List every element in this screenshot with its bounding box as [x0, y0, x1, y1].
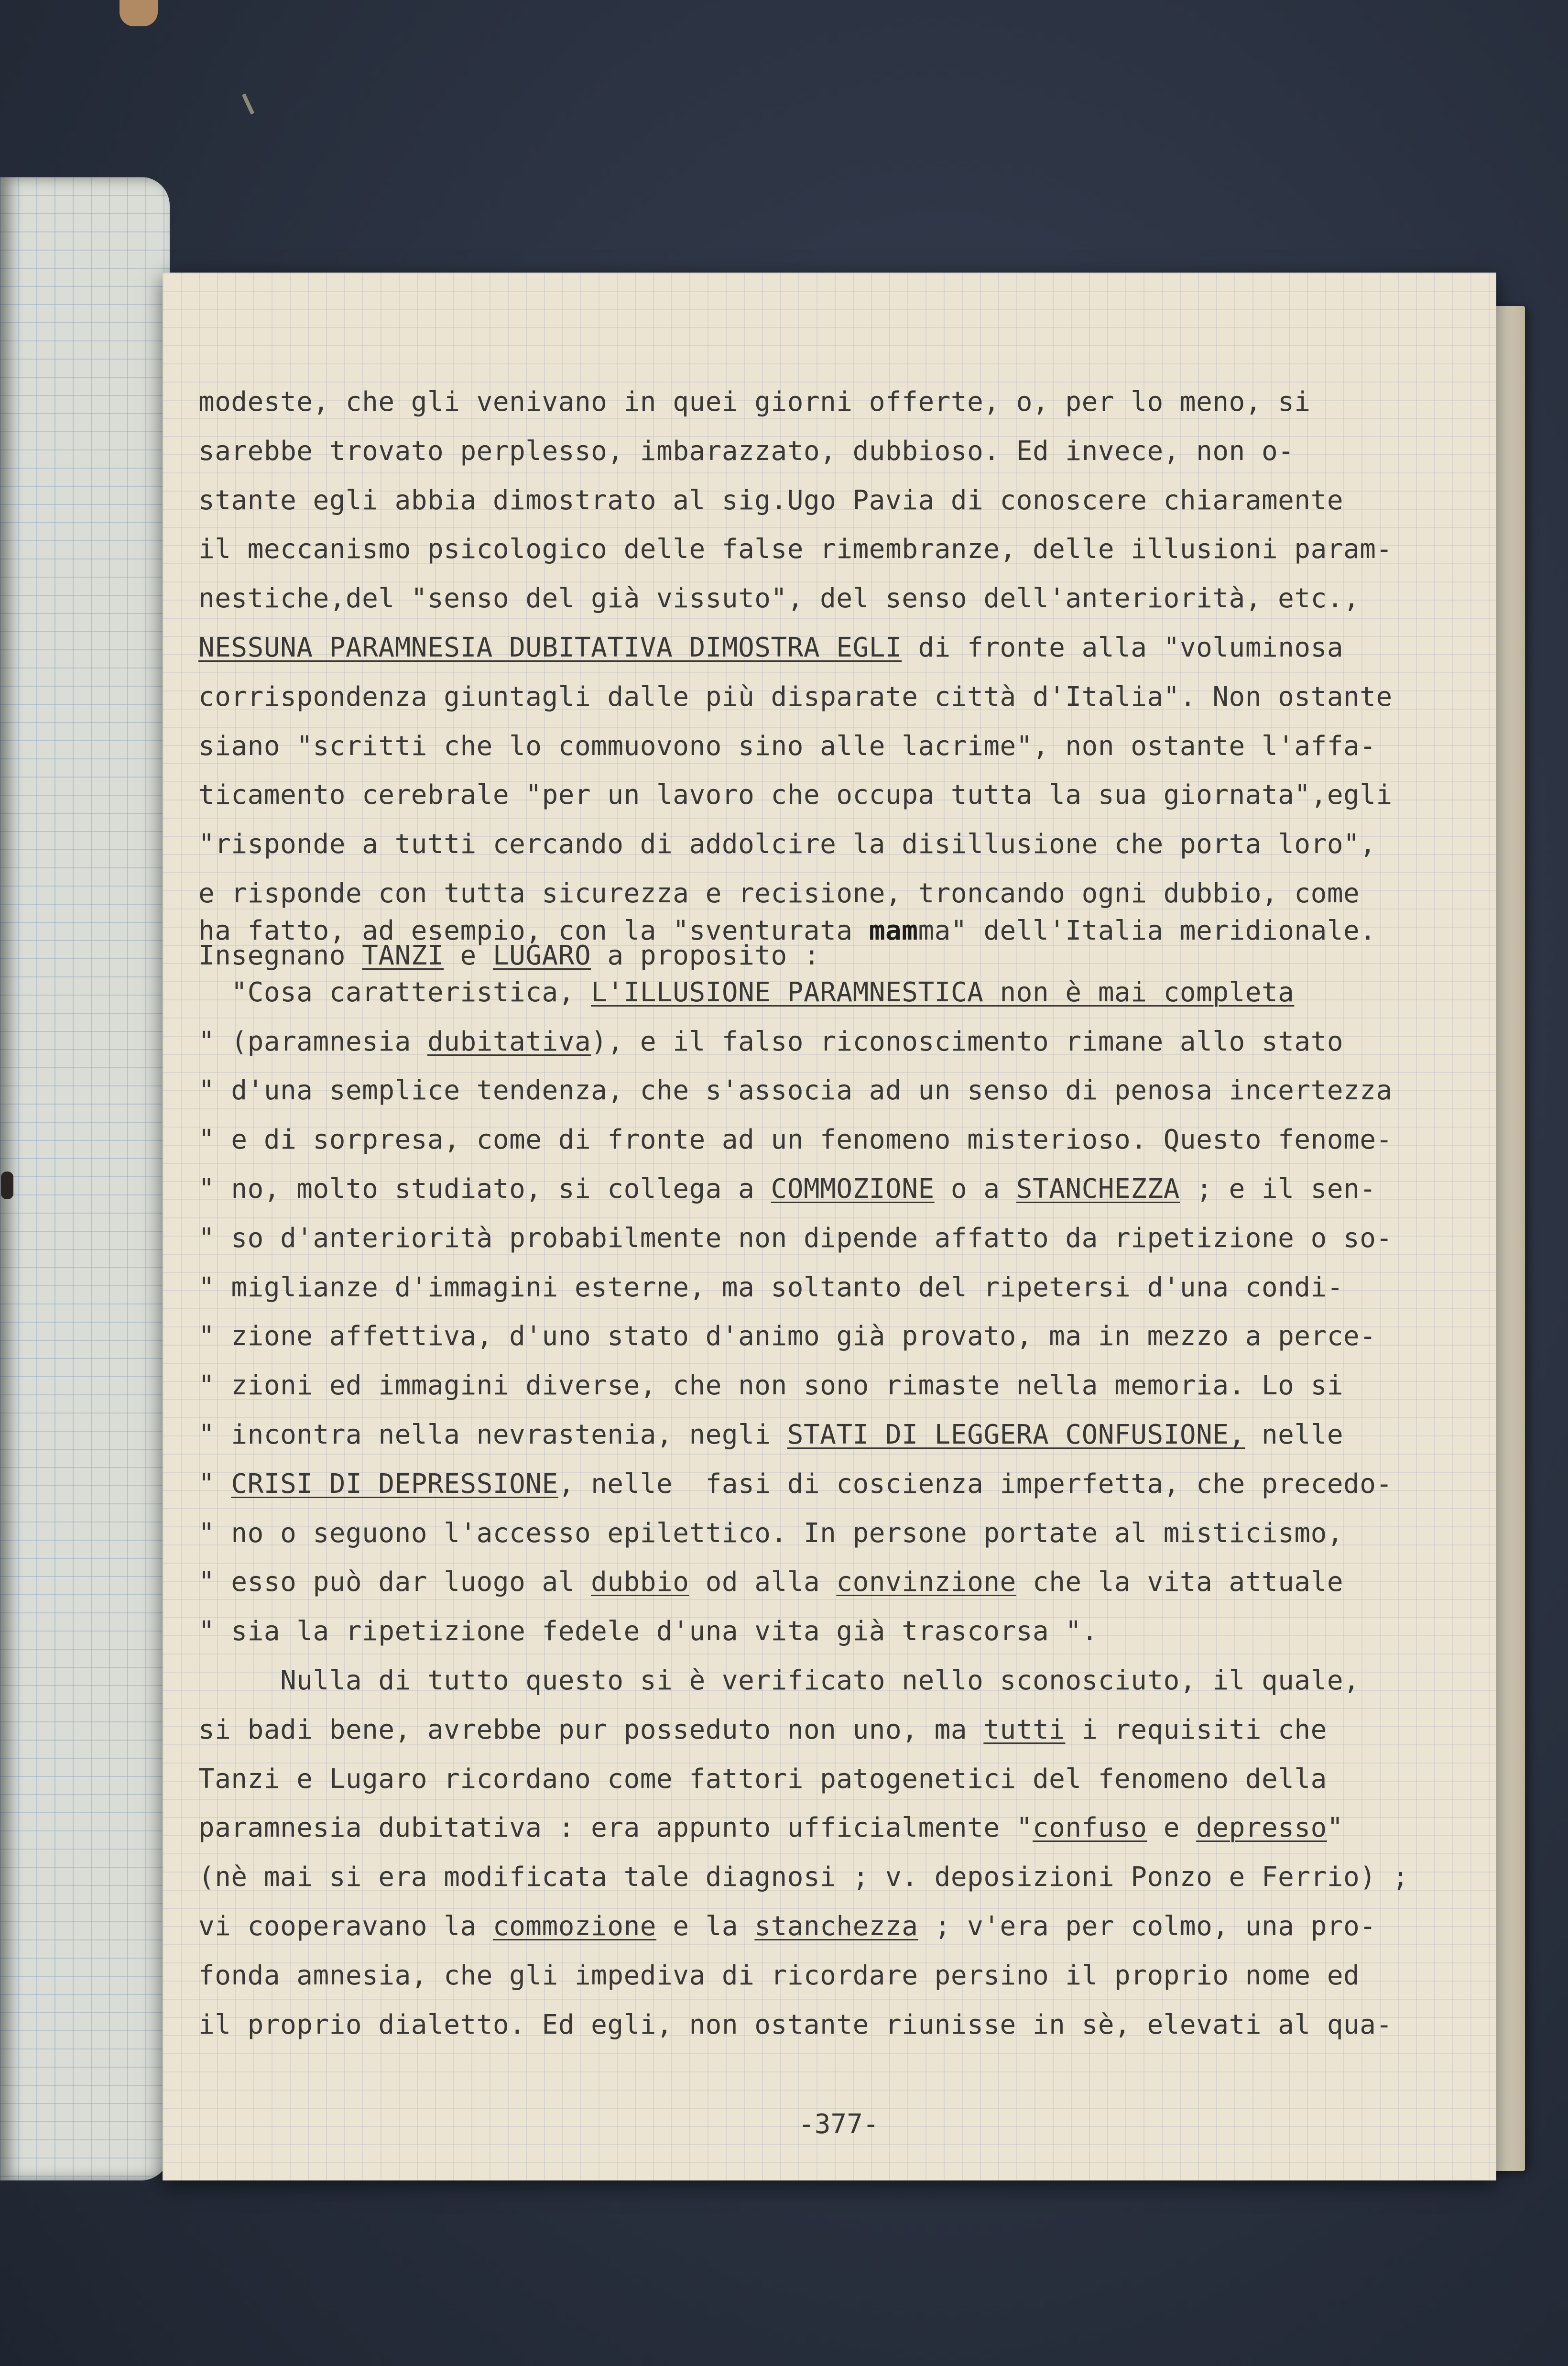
text-segment: il proprio dialetto. Ed egli, non ostante riunisse in sè, elevati al qua- — [198, 2009, 1393, 2040]
text-segment: "risponde a tutti cercando di addolcire la disillusione che porta loro", — [198, 829, 1376, 860]
underlined-text: LUGARO — [492, 940, 591, 971]
text-segment: " so d'anteriorità probabilmente non dipende affatto da ripetizione o so- — [198, 1222, 1393, 1254]
text-segment: " — [198, 1468, 231, 1500]
tape-strip — [120, 0, 158, 26]
underlined-text: confuso — [1032, 1812, 1147, 1844]
text-segment: sarebbe trovato perplesso, imbarazzato, dubbioso. Ed invece, non o- — [198, 435, 1295, 467]
text-line — [198, 2001, 1489, 2050]
text-segment: corrispondenza giuntagli dalle più disparate città d'Italia". Non ostante — [198, 681, 1393, 712]
overstruck-text: mam — [869, 915, 918, 946]
text-segment: ha fatto, ad esempio, con la "sventurata — [198, 915, 869, 946]
text-segment: , nelle fasi di coscienza imperfetta, che precedo- — [558, 1468, 1393, 1500]
underlined-text: convinzione — [836, 1566, 1016, 1598]
text-segment: si badi bene, avrebbe pur posseduto non uno, ma — [198, 1714, 984, 1745]
text-line — [198, 1509, 1489, 1558]
text-line — [198, 940, 1489, 971]
text-segment: Nulla di tutto questo si è verificato nello sconosciuto, il quale, — [198, 1665, 1360, 1696]
text-line — [198, 820, 1489, 869]
text-segment: siano "scritti che lo commuovono sino alle lacrime", non ostante l'affa- — [198, 730, 1376, 762]
text-segment: ma" dell'Italia meridionale. — [918, 915, 1376, 946]
underlined-text: COMMOZIONE — [771, 1173, 935, 1205]
text-segment: a proposito : — [591, 940, 820, 971]
text-segment: ; v'era per colmo, una pro- — [918, 1910, 1376, 1942]
text-segment: o a — [934, 1173, 1016, 1205]
text-segment: fonda amnesia, che gli impediva di ricordare persino il proprio nome ed — [198, 1960, 1360, 1991]
text-segment: od alla — [689, 1566, 837, 1598]
typed-page — [163, 273, 1496, 2180]
text-line — [198, 1018, 1489, 1067]
text-line — [198, 1361, 1489, 1411]
text-line — [198, 624, 1489, 673]
text-segment: ticamento cerebrale "per un lavoro che occupa tutta la sua giornata",egli — [198, 779, 1393, 811]
text-segment: e — [1147, 1812, 1197, 1844]
underlined-text: NESSUNA PARAMNESIA DUBITATIVA DIMOSTRA EGLI — [198, 632, 902, 663]
text-segment: modeste, che gli venivano in quei giorni offerte, o, per lo meno, si — [198, 386, 1311, 417]
text-segment: " zioni ed immagini diverse, che non sono rimaste nella memoria. Lo si — [198, 1370, 1344, 1402]
binding-hole — [1, 1172, 13, 1199]
text-segment: ; e il sen- — [1179, 1173, 1376, 1205]
underlined-text: STANCHEZZA — [1016, 1173, 1180, 1205]
text-segment: Tanzi e Lugaro ricordano come fattori patogenetici del fenomeno della — [198, 1763, 1327, 1795]
text-segment: " (paramnesia — [198, 1026, 428, 1057]
text-line — [198, 771, 1489, 820]
underlined-text: stanchezza — [754, 1910, 918, 1942]
text-segment: e — [444, 940, 493, 971]
text-segment: i requisiti che — [1065, 1714, 1327, 1745]
text-line — [198, 1951, 1489, 2001]
text-line — [198, 1902, 1489, 1951]
text-segment: il meccanismo psicologico delle false rimembranze, delle illusioni param- — [198, 534, 1393, 565]
text-line — [198, 1411, 1489, 1460]
text-segment: " — [1327, 1812, 1344, 1844]
underlined-text: tutti — [983, 1714, 1066, 1745]
text-segment: " sia la ripetizione fedele d'una vita già trascorsa ". — [198, 1616, 1098, 1647]
text-segment: nelle — [1245, 1419, 1344, 1450]
text-segment: paramnesia dubitativa : era appunto ufficialmente " — [198, 1812, 1033, 1844]
text-line — [198, 574, 1489, 624]
underlined-text: TANZI — [362, 940, 444, 971]
text-line — [198, 1214, 1489, 1263]
text-segment: " esso può dar luogo al — [198, 1566, 591, 1598]
text-line — [198, 1607, 1489, 1656]
text-line — [198, 1165, 1489, 1214]
text-segment: " zione affettiva, d'uno stato d'animo già provato, ma in mezzo a perce- — [198, 1321, 1376, 1352]
text-line — [198, 378, 1489, 427]
text-segment: " no, molto studiato, si collega a — [198, 1173, 771, 1205]
text-line — [198, 673, 1489, 722]
text-line — [198, 968, 1489, 1018]
text-segment: stante egli abbia dimostrato al sig.Ugo Pavia di conoscere chiaramente — [198, 484, 1344, 516]
page-number: -377- — [798, 2109, 879, 2140]
text-segment: " no o seguono l'accesso epilettico. In persone portate al misticismo, — [198, 1517, 1344, 1549]
underlined-text: dubbio — [591, 1566, 689, 1598]
text-segment: e risponde con tutta sicurezza e recisione, troncando ogni dubbio, come — [198, 877, 1360, 909]
text-segment: " incontra nella nevrastenia, negli — [198, 1419, 787, 1450]
text-line — [198, 1312, 1489, 1361]
left-page-edge — [0, 177, 170, 2180]
underlined-text: STATI DI LEGGERA CONFUSIONE, — [787, 1419, 1245, 1450]
text-line — [198, 1853, 1489, 1902]
text-line — [198, 1656, 1489, 1706]
text-segment: "Cosa caratteristica, — [198, 976, 591, 1008]
text-line — [198, 1263, 1489, 1313]
text-line — [198, 1804, 1489, 1853]
text-line — [198, 1558, 1489, 1607]
text-line — [198, 722, 1489, 771]
text-line — [198, 476, 1489, 526]
text-segment: " e di sorpresa, come di fronte ad un fenomeno misterioso. Questo fenome- — [198, 1124, 1393, 1156]
text-segment: Insegnano — [198, 940, 362, 971]
text-segment: (nè mai si era modificata tale diagnosi ; v. deposizioni Ponzo e Ferrio) ; — [198, 1862, 1409, 1893]
text-line — [198, 1116, 1489, 1165]
underlined-text: commozione — [492, 1910, 657, 1942]
text-segment: di fronte alla "voluminosa — [902, 632, 1344, 663]
underlined-text: L'ILLUSIONE PARAMNESTICA non è mai completa — [591, 976, 1295, 1008]
underlined-text: CRISI DI DEPRESSIONE — [231, 1468, 558, 1500]
text-segment: ), e il falso riconoscimento rimane allo stato — [591, 1026, 1344, 1057]
text-segment: nestiche,del "senso del già vissuto", del senso dell'anteriorità, etc., — [198, 583, 1360, 614]
text-segment: " d'una semplice tendenza, che s'associa ad un senso di penosa incertezza — [198, 1075, 1393, 1106]
text-line — [198, 1460, 1489, 1509]
text-segment: " miglianze d'immagini esterne, ma soltanto del ripetersi d'una condi- — [198, 1271, 1344, 1303]
text-segment: e la — [656, 1910, 755, 1942]
text-line — [198, 427, 1489, 476]
page-body-text — [198, 378, 1489, 2049]
text-line — [198, 1755, 1489, 1804]
text-line — [198, 1066, 1489, 1116]
text-segment: che la vita attuale — [1016, 1566, 1344, 1598]
text-segment: vi cooperavano la — [198, 1910, 493, 1942]
text-line — [198, 869, 1489, 919]
underlined-text: dubitativa — [427, 1026, 591, 1057]
underlined-text: depresso — [1196, 1812, 1327, 1844]
text-line — [198, 525, 1489, 574]
text-line — [198, 1706, 1489, 1755]
